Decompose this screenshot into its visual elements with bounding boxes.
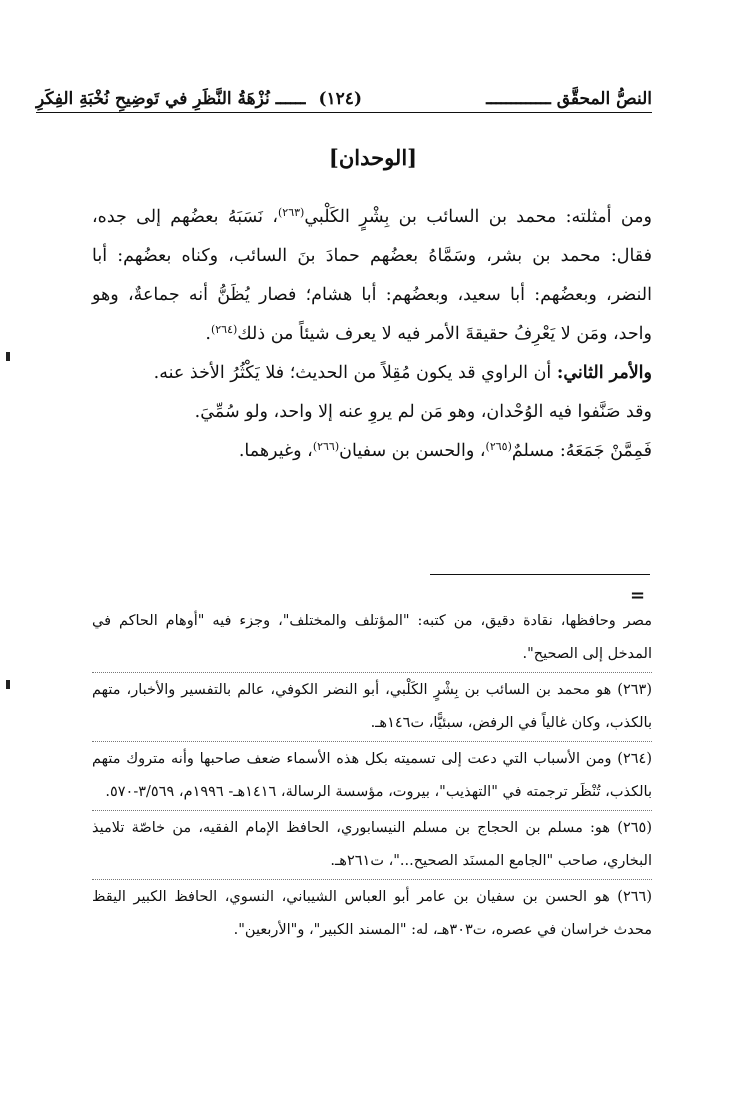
- footnote-ref[interactable]: (٢٦٣): [278, 206, 305, 219]
- main-body: [92, 198, 652, 471]
- footnote-ref[interactable]: (٢٦٦): [312, 440, 340, 453]
- margin-mark: [6, 352, 10, 361]
- paragraph-text: .: [205, 324, 211, 344]
- footnote-ref[interactable]: (٢٦٤): [210, 323, 238, 336]
- footnote-continuation: مصر وحافظها، نقادة دقيق، من كتبه: "المؤتلف والمختلف"، وجزء فيه "أوهام الحاكم في المدخل إلى الصحيح".: [92, 613, 652, 662]
- footnote-263: (٢٦٣) هو محمد بن السائب بن بِشْرٍ الكَلْبي، أبو النضر الكوفي، عالم بالتفسير والأخبار، متهم بالكذب، وكان غالياً في الرفض، سبئيًّا، ت١٤٦هـ.: [92, 682, 652, 731]
- header-book-section: النصُّ المحقَّق ـــــــــــــ: [482, 88, 652, 110]
- paragraph-text: وقد صَنَّفوا فيه الوُحْدان، وهو مَن لم يروِ عنه إلا واحد، ولو سُمِّيَ.: [194, 402, 652, 422]
- running-header: [36, 88, 652, 120]
- footnote-264: (٢٦٤) ومن الأسباب التي دعت إلى تسميته بكل هذه الأسماء ضعف صاحبها وأنه متروك متهم بالكذب، تُنْظَر ترجمته في "التهذيب"، بيروت، مؤسسة الرسالة، ١٤١٦هـ- ١٩٩٦م، ٣/٥٦٩-٥٧٠.: [92, 751, 652, 800]
- footnote-266: (٢٦٦) هو الحسن بن سفيان بن عامر أبو العباس الشيباني، النسوي، الحافظ الكبير اليقظ محدث خراسان في عصره، ت٣٠٣هـ، له: "المسند الكبير"، و"الأربعين".: [92, 889, 652, 938]
- paragraph-text: ومن أمثلته: محمد بن السائب بن بِشْرٍ الكَلْبي: [304, 207, 652, 227]
- footnote-separator: [92, 879, 652, 880]
- body-paragraph-1: [92, 198, 652, 354]
- paragraph-text: فَمِمَّنْ جَمَعَهُ: مسلمٌ: [511, 441, 652, 461]
- paragraph-text: ، نَسَبَهُ بعضُهم إلى جده، فقال: محمد بن بشر، وسَمَّاهُ بعضُهم حمادَ بنَ السائب، وكناه بعضُهم: أبا النضر، وبعضُهم: أبا سعيد، وبعضُهم: أبا هشام؛ فصار يُظَنُّ أنه جماعةٌ، وهو واحد، ومَن لا يَعْرِفُ حقيقةَ الأمر فيه لا يعرف شيئاً من ذلك: [92, 207, 652, 344]
- footnote-divider: [430, 574, 650, 575]
- footnote-265: (٢٦٥) هو: مسلم بن الحجاج بن مسلم النيسابوري، الحافظ الإمام الفقيه، من خاصّة تلاميذ البخاري، صاحب "الجامع المسنَد الصحيح..."، ت٢٦١هـ.: [92, 820, 652, 869]
- margin-mark: [6, 680, 10, 689]
- body-paragraph-4: [92, 432, 652, 471]
- page-number: (١٢٤): [315, 88, 367, 110]
- footnote-separator: [92, 672, 652, 673]
- footnote-ref[interactable]: (٢٦٥): [485, 440, 512, 453]
- header-book-title: ــــــ نُزْهَةُ النَّظَرِ في تَوضِيحِ نُخْبَةِ الفِكَرِ: [36, 88, 310, 110]
- footnote-continuation-mark: =: [630, 585, 646, 606]
- paragraph-text: ، والحسن بن سفيان: [339, 441, 486, 461]
- footnote-separator: [92, 810, 652, 811]
- paragraph-lead: والأمر الثاني:: [556, 363, 652, 383]
- footnote-separator: [92, 741, 652, 742]
- paragraph-text: ، وغيرهما.: [238, 441, 313, 461]
- body-paragraph-3: [92, 393, 652, 432]
- paragraph-text: أن الراوي قد يكون مُقِلاً من الحديث؛ فلا يَكْثُرُ الأخذ عنه.: [153, 363, 557, 383]
- footnotes: [92, 605, 652, 947]
- body-paragraph-2: [92, 354, 652, 393]
- section-title: [الوحدان]: [328, 145, 418, 170]
- header-rule: [36, 112, 652, 113]
